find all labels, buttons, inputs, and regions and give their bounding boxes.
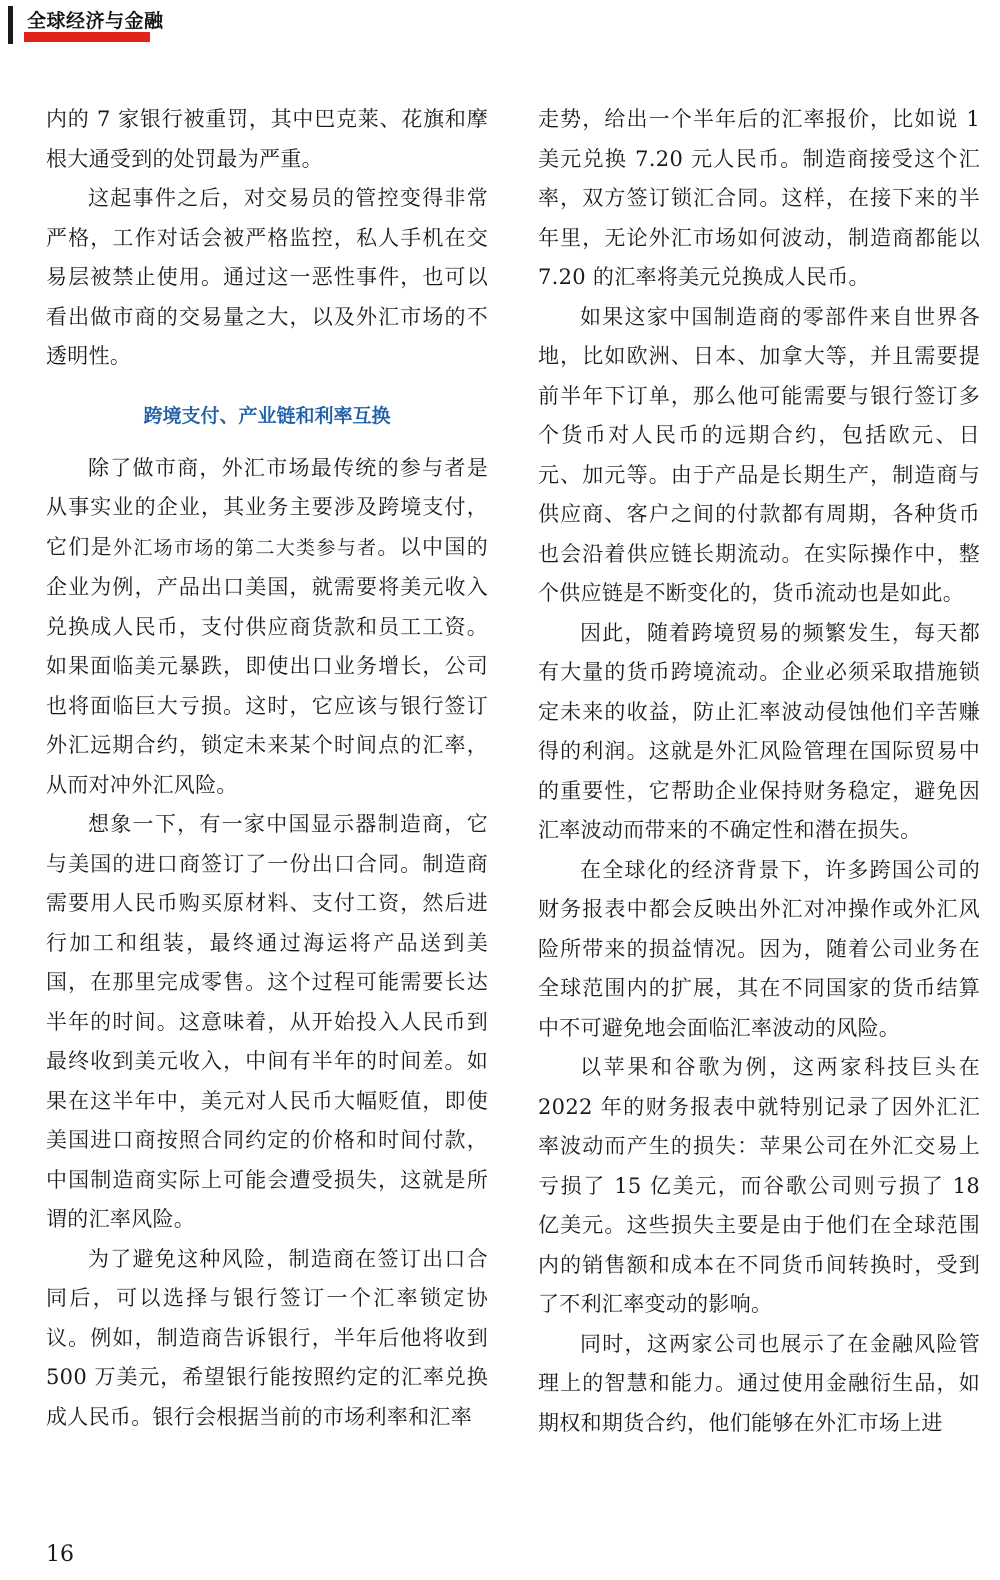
paragraph-text: 除了做市商，外汇市场最传统的参与者是从事实业的企业，其业务主要涉及跨境支付，它们是	[46, 455, 488, 559]
paragraph: 想象一下，有一家中国显示器制造商，它与美国的进口商签订了一份出口合同。制造商需要用人民币购买原材料、支付工资，然后进行加工和组装，最终通过海运将产品送到美国，在那里完成零售。这个过程可能需要长达半年的时间。这意味着，从开始投入人民币到最终收到美元收入，中间有半年的时间差。如果在这半年中，美元对人民币大幅贬值，即使美国进口商按照合同约定的价格和时间付款，中国制造商实际上可能会遭受损失，这就是所谓的汇率风险。	[46, 812, 488, 1231]
paragraph: 在全球化的经济背景下，许多跨国公司的财务报表中都会反映出外汇对冲操作或外汇风险所带来的损益情况。因为，随着公司业务在全球范围内的扩展，其在不同国家的货币结算中不可避免地会面临汇率波动的风险。	[538, 857, 980, 1040]
paragraph: 这起事件之后，对交易员的管控变得非常严格，工作对话会被严格监控，私人手机在交易层被禁止使用。通过这一恶性事件，也可以看出做市商的交易量之大，以及外汇市场的不透明性。	[46, 186, 488, 368]
paragraph: 为了避免这种风险，制造商在签订出口合同后，可以选择与银行签订一个汇率锁定协议。例如，制造商告诉银行，半年后他将收到 500 万美元，希望银行能按照约定的汇率兑换成人民币。银行会根据当前的市场利率和汇率	[46, 1246, 488, 1429]
paragraph: 同时，这两家公司也展示了在金融风险管理上的智慧和能力。通过使用金融衍生品，如期权和期货合约，他们能够在外汇市场上进	[538, 1331, 980, 1435]
paragraph: 如果这家中国制造商的零部件来自世界各地，比如欧洲、日本、加拿大等，并且需要提前半年下订单，那么他可能需要与银行签订多个货币对人民币的远期合约，包括欧元、日元、加元等。由于产品是长期生产，制造商与供应商、客户之间的付款都有周期，各种货币也会沿着供应链长期流动。在实际操作中，整个供应链是不断变化的，货币流动也是如此。	[538, 304, 980, 605]
header-accent-bar	[8, 6, 13, 44]
right-column	[538, 100, 980, 1443]
page-header	[0, 0, 1000, 52]
paragraph: 因此，随着跨境贸易的频繁发生，每天都有大量的货币跨境流动。企业必须采取措施锁定未来的收益，防止汇率波动侵蚀他们辛苦赚得的利润。这就是外汇风险管理在国际贸易中的重要性，它帮助企业保持财务稳定，避免因汇率波动而带来的不确定性和潜在损失。	[538, 620, 980, 842]
section-title: 全球经济与金融	[27, 10, 164, 32]
paragraph: 内的 7 家银行被重罚，其中巴克莱、花旗和摩根大通受到的处罚最为严重。	[46, 107, 488, 171]
page-number: 16	[46, 1542, 74, 1567]
section-heading: 跨境支付、产业链和利率互换	[143, 404, 391, 427]
paragraph: 以苹果和谷歌为例，这两家科技巨头在 2022 年的财务报表中就特别记录了因外汇汇率波动而产生的损失：苹果公司在外汇交易上亏损了 15 亿美元，而谷歌公司则亏损了 18 亿美元。这些损失主要是由于他们在全球范围内的销售额和成本在不同货币间转换时，受到了不利汇率变动的影响。	[538, 1055, 980, 1316]
emphasis-text: 外汇场市场的第二大类参与者	[113, 536, 378, 559]
left-column	[46, 100, 488, 1437]
paragraph	[46, 449, 488, 806]
header-red-rule	[24, 32, 150, 42]
paragraph-text: 。以中国的企业为例，产品出口美国，就需要将美元收入兑换成人民币，支付供应商货款和员工工资。如果面临美元暴跌，即使出口业务增长，公司也将面临巨大亏损。这时，它应该与银行签订外汇远期合约，锁定未来某个时间点的汇率，从而对冲外汇风险。	[46, 534, 489, 797]
paragraph: 走势，给出一个半年后的汇率报价，比如说 1 美元兑换 7.20 元人民币。制造商接受这个汇率，双方签订锁汇合同。这样，在接下来的半年里，无论外汇市场如何波动，制造商都能以 7.20 的汇率将美元兑换成人民币。	[538, 107, 980, 289]
